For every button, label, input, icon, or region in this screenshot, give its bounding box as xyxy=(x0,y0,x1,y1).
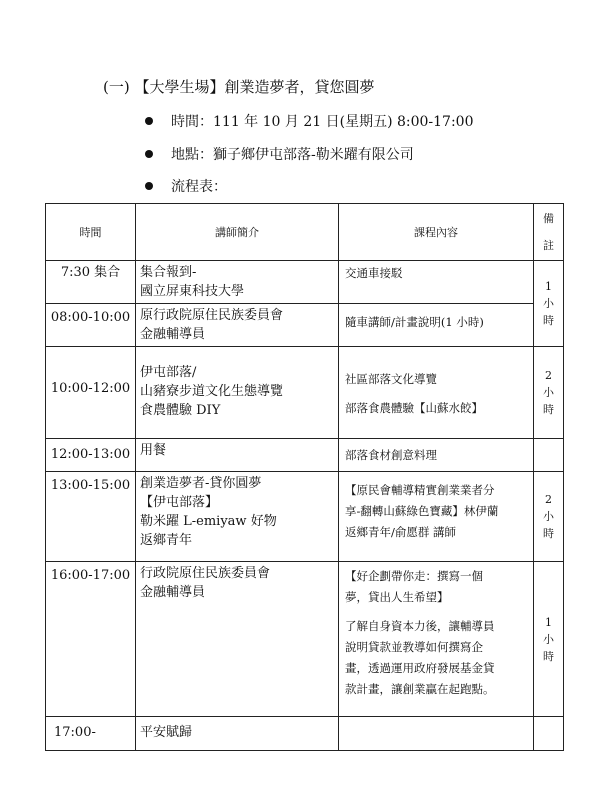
row-note: 2 小 時 xyxy=(534,472,564,562)
row-note: 1 小 時 xyxy=(534,261,564,347)
table-row xyxy=(46,717,564,751)
header-time: 時間 xyxy=(46,204,136,261)
row-lecturer: 創業造夢者-貸你圓夢 【伊屯部落】 勒米躍 L-emiyaw 好物 返鄉青年 xyxy=(136,472,339,562)
bullet-location xyxy=(145,144,414,164)
row-time: 13:00-15:00 xyxy=(46,472,136,562)
row-lecturer: 原行政院原住民族委員會 金融輔導員 xyxy=(136,304,339,347)
section-heading: (一) 【大學生場】創業造夢者，貸您圓夢 xyxy=(103,78,375,96)
bullet-dot-icon xyxy=(145,150,153,158)
bullet-text: 流程表： xyxy=(171,179,227,195)
table-row xyxy=(46,261,564,304)
table-header-row xyxy=(46,204,564,261)
row-lecturer: 平安賦歸 xyxy=(136,717,339,751)
row-content-empty xyxy=(339,717,534,751)
bullet-text: 時間：111 年 10 月 21 日(星期五) 8:00-17:00 xyxy=(171,114,474,130)
table-row xyxy=(46,562,564,717)
header-lecturer: 講師簡介 xyxy=(136,204,339,261)
row-time: 7:30 集合 xyxy=(46,261,136,304)
row-note-empty xyxy=(534,439,564,472)
schedule-table xyxy=(45,203,564,751)
bullet-time xyxy=(145,111,474,131)
row-time: 16:00-17:00 xyxy=(46,562,136,717)
table-row xyxy=(46,439,564,472)
row-content: 隨車講師/計畫說明(1 小時) xyxy=(339,304,534,347)
row-content: 交通車接駁 xyxy=(339,261,534,304)
row-note: 2 小 時 xyxy=(534,347,564,439)
bullet-schedule xyxy=(145,176,227,196)
header-note: 備 註 xyxy=(534,204,564,261)
row-lecturer: 用餐 xyxy=(136,439,339,472)
table-row xyxy=(46,304,564,347)
row-content: 社區部落文化導覽 部落食農體驗【山蘇水餃】 xyxy=(339,347,534,439)
table-row xyxy=(46,347,564,439)
row-lecturer: 集合報到- 國立屏東科技大學 xyxy=(136,261,339,304)
row-time: 12:00-13:00 xyxy=(46,439,136,472)
row-lecturer: 伊屯部落/ 山豬寮步道文化生態導覽 食農體驗 DIY xyxy=(136,347,339,439)
row-lecturer: 行政院原住民族委員會 金融輔導員 xyxy=(136,562,339,717)
bullet-dot-icon xyxy=(145,117,153,125)
row-content: 部落食材創意料理 xyxy=(339,439,534,472)
row-content: 【好企劃帶你走：撰寫一個 夢，貸出人生希望】 了解自身資本力後，讓輔導員 說明貸款並教導如何撰寫企 畫，透過運用政府發展基金貸 款計畫，讓創業贏在起跑點。 xyxy=(339,562,534,717)
row-time: 08:00-10:00 xyxy=(46,304,136,347)
row-note-empty xyxy=(534,717,564,751)
row-note: 1 小 時 xyxy=(534,562,564,717)
bullet-dot-icon xyxy=(145,182,153,190)
row-time: 17:00- xyxy=(46,717,136,751)
bullet-text: 地點：獅子鄉伊屯部落-勒米躍有限公司 xyxy=(171,147,414,163)
header-content: 課程內容 xyxy=(339,204,534,261)
table-row xyxy=(46,472,564,562)
row-content: 【原民會輔導精實創業業者分 享-翻轉山蘇綠色寶藏】林伊蘭 返鄉青年/俞愿群 講師 xyxy=(339,472,534,562)
row-time: 10:00-12:00 xyxy=(46,347,136,439)
